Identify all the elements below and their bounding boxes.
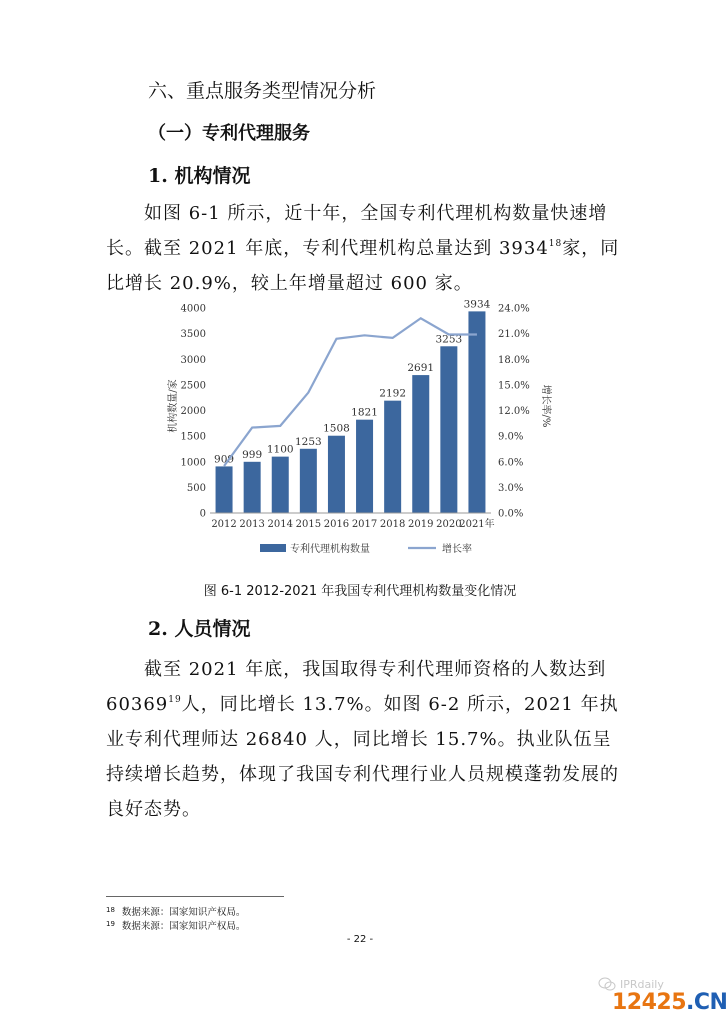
bar (272, 457, 289, 513)
bar-value-label: 2691 (407, 362, 435, 375)
bar-value-label: 1821 (351, 406, 378, 419)
x-tick-label: 2020 (436, 519, 462, 530)
bar-value-label: 999 (242, 448, 263, 461)
paragraph-text: 如图 6-1 所示，近十年，全国专利代理机构数量快速增长。截至 2021 年底，专利代理机构总量达到 3934 (106, 203, 608, 259)
section-heading: 六、重点服务类型情况分析 (148, 80, 377, 102)
bar (244, 462, 261, 513)
y-axis-ticks (181, 304, 206, 520)
y-tick-label: 500 (186, 482, 206, 494)
bar (356, 420, 373, 513)
bar-value-label: 2192 (379, 387, 407, 400)
y-tick-label: 0 (199, 508, 206, 520)
bar (384, 401, 401, 513)
legend-line-label: 增长率 (442, 544, 472, 555)
legend-bar-swatch (260, 544, 286, 552)
watermark-brand-domain: .CN (686, 990, 727, 1015)
footnote-number: 19 (106, 920, 115, 928)
watermark-brand (612, 990, 727, 1015)
y2-tick-label: 24.0% (498, 303, 530, 315)
paragraph-text: 截至 2021 年底，我国取得专利代理师资格的人数达到 60369 (106, 659, 607, 715)
y2-tick-label: 6.0% (498, 457, 524, 469)
x-axis-ticks (211, 517, 494, 530)
y-tick-label: 4000 (180, 303, 206, 315)
footnote-18 (106, 904, 245, 918)
y2-tick-label: 0.0% (498, 508, 524, 520)
wechat-icon (598, 977, 616, 991)
y-tick-label: 1000 (180, 457, 206, 469)
y-tick-label: 2500 (180, 380, 206, 392)
x-tick-label: 2018 (379, 519, 406, 530)
bar-value-label: 909 (214, 453, 235, 466)
y-tick-label: 1500 (180, 431, 206, 443)
bar-value-label: 1253 (294, 435, 322, 448)
footnote-ref-19[interactable]: 19 (168, 695, 182, 705)
y-tick-label: 3000 (180, 354, 206, 366)
bar-value-label: 1100 (266, 443, 294, 456)
institutions-chart (160, 296, 560, 571)
y2-axis-ticks (498, 304, 530, 520)
y2-tick-label: 15.0% (498, 380, 530, 392)
x-tick-label: 2016 (323, 519, 350, 530)
bar-value-label: 3253 (435, 333, 463, 346)
y-tick-label: 2000 (180, 406, 206, 417)
bar (328, 436, 345, 513)
subsection-heading: （一）专利代理服务 (148, 123, 310, 144)
bar (300, 449, 317, 513)
x-tick-label: 2015 (295, 519, 322, 530)
figure-caption: 图 6-1 2012-2021 年我国专利代理机构数量变化情况 (203, 584, 517, 599)
x-tick-label: 2012 (211, 519, 237, 530)
bar (216, 466, 233, 513)
paragraph-institutions (106, 196, 622, 301)
legend-bar-label: 专利代理机构数量 (290, 544, 370, 555)
legend (260, 542, 472, 555)
y2-tick-label: 9.0% (498, 431, 524, 443)
x-tick-label: 2021年 (459, 519, 495, 530)
y2-tick-label: 18.0% (498, 354, 530, 366)
y2-tick-label: 21.0% (498, 329, 530, 341)
bar-value-label: 1508 (323, 422, 350, 435)
y-tick-label: 3500 (180, 329, 206, 341)
y-axis-label: 机构数量/家 (168, 379, 179, 433)
paragraph-personnel (106, 652, 622, 827)
footnote-19 (106, 918, 245, 932)
paragraph-text: 家，同比增长 20.9%，较上年增量超过 600 家。 (106, 238, 620, 294)
page-number: - 22 - (346, 934, 374, 945)
watermark-text: IPRdaily (620, 978, 664, 991)
x-tick-label: 2019 (408, 519, 434, 530)
watermark-brand-number: 12425 (612, 990, 687, 1015)
item-heading-personnel: 2. 人员情况 (148, 618, 251, 640)
bar-value-label: 3934 (463, 298, 491, 311)
bar (468, 311, 485, 513)
y2-tick-label: 12.0% (498, 406, 530, 417)
bar (440, 346, 457, 513)
footnote-ref-18[interactable]: 18 (548, 239, 563, 249)
x-tick-label: 2013 (239, 519, 265, 530)
y2-axis-label: 增长率/% (540, 384, 551, 428)
footnote-divider (106, 896, 284, 897)
item-heading-institutions: 1. 机构情况 (148, 165, 251, 187)
paragraph-text: 人，同比增长 13.7%。如图 6-2 所示，2021 年执业专利代理师达 26840 人，同比增长 15.7%。执业队伍呈持续增长趋势，体现了我国专利代理行业人员规模蓬勃发展的良好态势。 (106, 694, 619, 820)
footnote-text: 数据来源：国家知识产权局。 (121, 921, 246, 932)
bar (412, 375, 429, 513)
y2-tick-label: 3.0% (498, 482, 524, 494)
footnote-text: 数据来源：国家知识产权局。 (121, 907, 246, 918)
footnote-number: 18 (106, 906, 115, 914)
x-tick-label: 2014 (267, 519, 293, 530)
x-tick-label: 2017 (351, 519, 378, 530)
